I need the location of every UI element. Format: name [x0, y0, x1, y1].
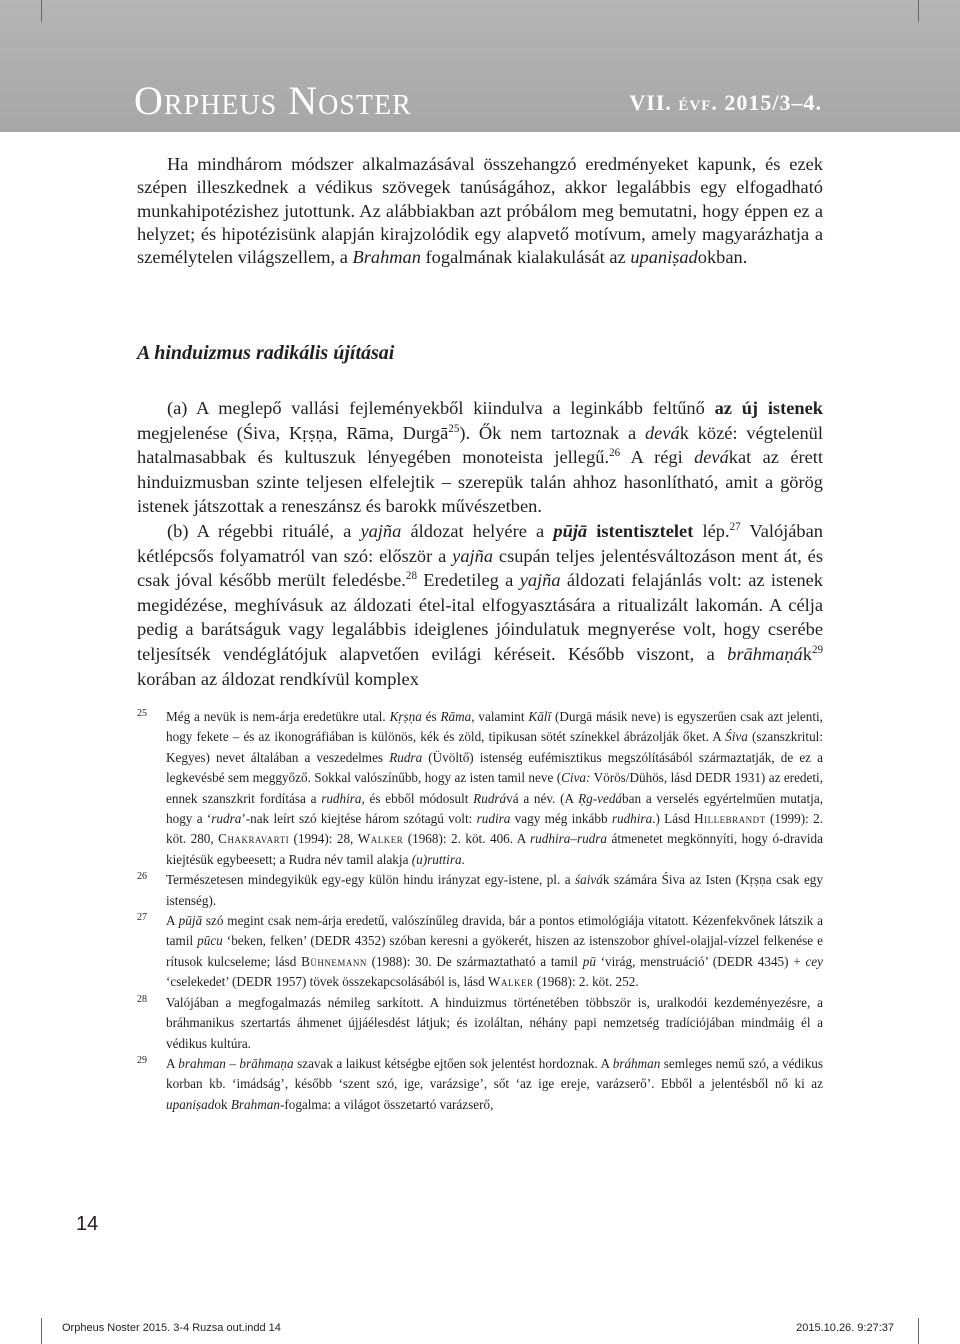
crop-mark — [918, 1318, 919, 1344]
footnote — [137, 707, 823, 870]
footnote-text: , valamint — [471, 709, 529, 724]
footnote-text: ’-nak leírt szó kiejtése három szótagú volt: — [241, 811, 477, 827]
footnote-text: (1968): 2. köt. 252. — [533, 974, 639, 990]
footnote-text: ‘virág, menstruáció’ (DEDR 4345) + — [595, 953, 806, 969]
footnote-text: (Üvöltő) istenség eufémisztikus megszólításából származtatják, de ez a legkevésbé sem meggyőző. Sokkal valószínűbb, hogy az isten tamil neve ( — [166, 749, 824, 786]
intro-paragraph: Ha mindhárom módszer alkalmazásával összehangzó eredményeket kapunk, és ezek szépen illeszkednek a védikus szövegek tanúságához, akkor legalábbis egy elfogadható munkahipotézishez jutottunk. Az alábbiakban azt próbálom meg bemutatni, hogy éppen ez a helyzet; és hipotézisünk alapján kirajzolódik egy alapvető motívum, amely magyarázhatja a személytelen világszellem, a Brahman fogalmának kialakulását az upaniṣadokban. — [137, 154, 823, 268]
footnote-ref: 28 — [405, 570, 417, 583]
footnote — [137, 993, 823, 1054]
footnote-ref: 25 — [448, 422, 460, 435]
footnote-ref: 26 — [609, 447, 621, 460]
footnote-text: ok — [214, 1096, 231, 1112]
footnote-text: vá a név. (A — [506, 790, 579, 806]
footnote-text: A — [166, 913, 179, 929]
footnote-ref: 27 — [729, 520, 741, 533]
footnote-text: Rudrá — [473, 790, 507, 806]
footnote-text: ‘beken, felken’ (DEDR 4352) szóban keresni a gyökerét, hiszen az istenszobor ghível-olajjal-vízzel felkenése e rítusok kulcseleme; lásd — [166, 933, 823, 969]
footnote-text: Śiva — [725, 729, 748, 745]
footnote-text: , és ebből módosult — [361, 790, 474, 806]
footnote-text: szavak a laikust kétségbe ejtően sok jelentést hordoznak. A — [293, 1055, 613, 1071]
footnote-number: 27 — [137, 912, 147, 924]
footnote-text: Kālī — [528, 709, 552, 724]
footnote-number: 26 — [137, 871, 147, 883]
footnote-text: (1994): 28, — [289, 831, 358, 847]
footnote-text: (1988): 30. De származtatható a tamil — [366, 953, 583, 969]
footnote-text: Walker — [488, 974, 534, 990]
footnote-text: .) Lásd — [652, 811, 695, 827]
footnote-text: Hillebrandt — [694, 811, 766, 827]
footnote-text: ban a verselés egyértelműen mutatja, hogy a ‘ — [166, 790, 823, 827]
footnote-text: vagy még inkább — [510, 811, 612, 827]
footnote-text: rudira — [476, 811, 511, 827]
footnote-text: pūjā — [178, 913, 203, 929]
footnote-text: Brahman — [230, 1096, 280, 1112]
paragraph-a: (a) A meglepő vallási fejleményekből kiindulva a leginkább feltűnő az új istenek megjelenése (Śiva, Kṛṣṇa, Rāma, Durgā$^{25}$). Ők nem tartoznak a devák közé: végtelenül hatalmasabbak és kultuszuk lényegében monoteista jellegű.$^{26}$ A régi devákat az érett hinduizmusban szinte teljesen elfelejtik – szerepük talán ahhoz hasonlítható, amit a görög istenek játszottak a reneszánsz és barokk művészetben. — [137, 398, 823, 517]
footnote-text: ‘cselekedet’ (DEDR 1957) tövek összekapcsolásából is, lásd — [166, 974, 489, 990]
journal-header-band — [0, 0, 960, 132]
print-slug-file: Orpheus Noster 2015. 3-4 Ruzsa out.indd 14 — [62, 1322, 281, 1334]
crop-mark — [918, 0, 919, 22]
footnote-text: Rudra — [389, 749, 423, 765]
footnote-text: rudra — [211, 811, 242, 827]
footnote-text: upaniṣad — [166, 1096, 215, 1112]
footnote-text: semleges nemű szó, a védikus korban kb. ‘imádság’, később ‘szent szó, ige, varázsige’, sőt ‘az ige ereje, varázserő’. Ebből a jelentésből nő ki az — [166, 1055, 824, 1092]
footnote-text: (1999): 2. köt. 280, — [166, 811, 824, 847]
footnote-text: Vörös/Dühös, lásd DEDR 1931) az eredeti, ennek szanszkrit fordítása a — [166, 770, 824, 806]
footnote — [137, 911, 823, 993]
paragraph-b: (b) A régebbi rituálé, a yajña áldozat helyére a pūjā istentisztelet lép.$^{27}$ Valójában kétlépcsős folyamatról van szó: először a yajña csupán teljes jelentésváltozáson ment át, és csak jóval később merült feledésbe.$^{28}$ Eredetileg a yajña áldozati felajánlás volt: az istenek megidézése, meghívásuk az áldozati étel-ital elfogyasztására a ritualizált lakomán. A célja pedig a barátságuk vagy legalábbis ideiglenes jóindulatuk megnyerése volt, hogy cserébe teljesítsék vendéglátójuk alapvetően evilági kéréseit. Később viszont, a brāhmaṇák$^{29}$ korában az áldozat rendkívül komplex — [137, 520, 823, 689]
main-text — [137, 396, 823, 691]
footnote-text: Rāma — [440, 709, 472, 724]
footnote-text: pū — [582, 953, 596, 969]
crop-mark — [41, 1318, 42, 1344]
footnote — [137, 870, 823, 911]
footnote-text: (u)ruttira — [411, 851, 462, 867]
footnotes — [137, 707, 823, 1115]
footnote-text: Civa: — [561, 770, 591, 786]
footnote-text: átmenetet megkönnyíti, hogy ó-dravida kiejtésük egybeesett; a Rudra név tamil alakja — [166, 831, 823, 867]
footnote-text: Természetesen mindegyikük egy-egy külön hindu irányzat egy-istene, pl. a — [166, 872, 576, 888]
footnote-text: Még a nevük is nem-árja eredetükre utal. — [166, 709, 390, 724]
footnote-text: bráhman — [612, 1055, 661, 1071]
footnote-text: (Durgā másik neve) is egyszerűen csak azt jelenti, hogy fekete – és az ikonográfiában is különös, kék és zöld, tipikusan sötét színekkel ábrázolják őket. A — [166, 709, 823, 745]
issue-label: VII. évf. 2015/3–4. — [629, 90, 822, 115]
footnote-text: Kṛṣṇa — [389, 709, 422, 724]
page-number: 14 — [76, 1213, 99, 1235]
footnote-text: -fogalma: a világot összetartó varázserő, — [279, 1096, 494, 1112]
footnote-number: 29 — [137, 1054, 147, 1066]
footnote-text: Valójában a megfogalmazás némileg sarkított. A hinduizmus történetében többször is, uralkodói kezdeményezésre, a bráhmanikus szertartás áhmenet újjáélesdést látjuk; és izoláltan, néhány papi nemzetség tradíciójában mindmáig él a védikus kultúra. — [166, 994, 823, 1051]
footnote — [137, 1054, 823, 1115]
footnote-text: Chakravarti — [218, 831, 290, 847]
footnote-text: rudhira — [611, 811, 653, 827]
footnote-text: (szanszkritul: Kegyes) nevet általában a veszedelmes — [166, 729, 824, 765]
footnote-text: Bühnemann — [301, 953, 367, 969]
section-heading: A hinduizmus radikális újításai — [137, 342, 395, 364]
footnote-text: Walker — [357, 831, 404, 847]
footnote-text: A — [166, 1055, 179, 1071]
footnote-ref: 29 — [811, 643, 823, 656]
footnote-text: szó megint csak nem-árja eredetű, valószínűleg dravida, bár a pontos etimológiája vitatott. Kézenfekvőnek látszik a tamil — [166, 913, 824, 949]
footnote-text: . — [461, 851, 465, 867]
footnote-text: Ṛg-vedá — [578, 790, 623, 806]
footnote-text: és — [421, 709, 441, 724]
footnote-text: brahman – brāhmaṇa — [178, 1055, 294, 1071]
footnote-text: śaivá — [575, 872, 603, 888]
footnote-text: rudhira–rudra — [530, 831, 607, 847]
footnote-text: rudhira — [321, 790, 362, 806]
journal-title: Orpheus Noster — [134, 78, 412, 123]
footnote-text: cey — [805, 953, 824, 969]
crop-mark — [41, 0, 42, 22]
footnote-text: (1968): 2. köt. 406. A — [403, 831, 531, 847]
print-slug-date: 2015.10.26. 9:27:37 — [796, 1322, 894, 1334]
footnote-number: 25 — [137, 708, 147, 719]
footnote-text: pūcu — [197, 933, 223, 949]
footnote-number: 28 — [137, 993, 147, 1005]
footnote-text: k számára Śiva az Isten (Kṛṣṇa csak egy istenség). — [166, 872, 823, 908]
